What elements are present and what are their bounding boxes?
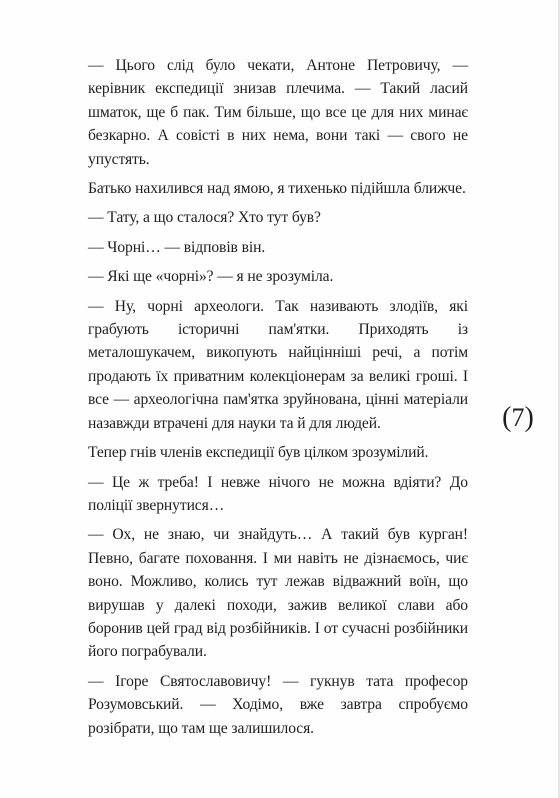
paragraph-7: Тепер гнів членів експедиції був цілком зрозумілий. xyxy=(88,444,429,462)
paragraph-10: — Ігоре Святославовичу! — гукнув тата професор Розумовський. — Ходімо, вже завтра спробуємо розібрати, що там ще залишилося. xyxy=(88,672,468,737)
page-number-close-paren: ) xyxy=(524,402,534,433)
paragraph-9: — Ох, не знаю, чи знайдуть… А такий був курган! Певно, багате поховання. І ми навіть не дізнаємось, чиє воно. Можливо, колись тут лежав відважний воїн, що вирушав у далекі походи, зажив великої слави або боронив цей град від розбійників. І от сучасні розбійники його пограбували. xyxy=(88,526,468,661)
paragraph-5: — Які ще «чорні»? — я не зрозуміла. xyxy=(88,268,334,286)
paragraph-4: — Чорні… — відповів він. xyxy=(88,238,266,256)
body-text xyxy=(88,54,468,740)
page-number-value: 7 xyxy=(511,403,525,432)
paragraph-2: Батько нахилився над ямою, я тихенько підійшла ближче. xyxy=(88,180,466,198)
page-number-open-paren: ( xyxy=(502,402,512,433)
paragraph-6: — Ну, чорні археологи. Так називають злодіїв, які грабують історичні пам'ятки. Приходять із металошукачем, викопують найцінніші речі, а потім продають їх приватним колекціонерам за великі гроші. І все — археологічна пам'ятка зруйнована, цінні матеріали назавжди втрачені для науки та й для людей. xyxy=(88,297,468,432)
paragraph-3: — Тату, а що сталося? Хто тут був? xyxy=(88,209,321,227)
page-number xyxy=(498,398,538,438)
paragraph-1: — Цього слід було чекати, Антоне Петровичу, — керівник експедиції знизав плечима. — Такий ласий шматок, ще б пак. Тим більше, що все це для них минає безкарно. А совісті в них нема, вони такі — свого не упустять. xyxy=(88,57,468,168)
paragraph-8: — Це ж треба! І невже нічого не можна вдіяти? До поліції звернутися… xyxy=(88,473,468,514)
